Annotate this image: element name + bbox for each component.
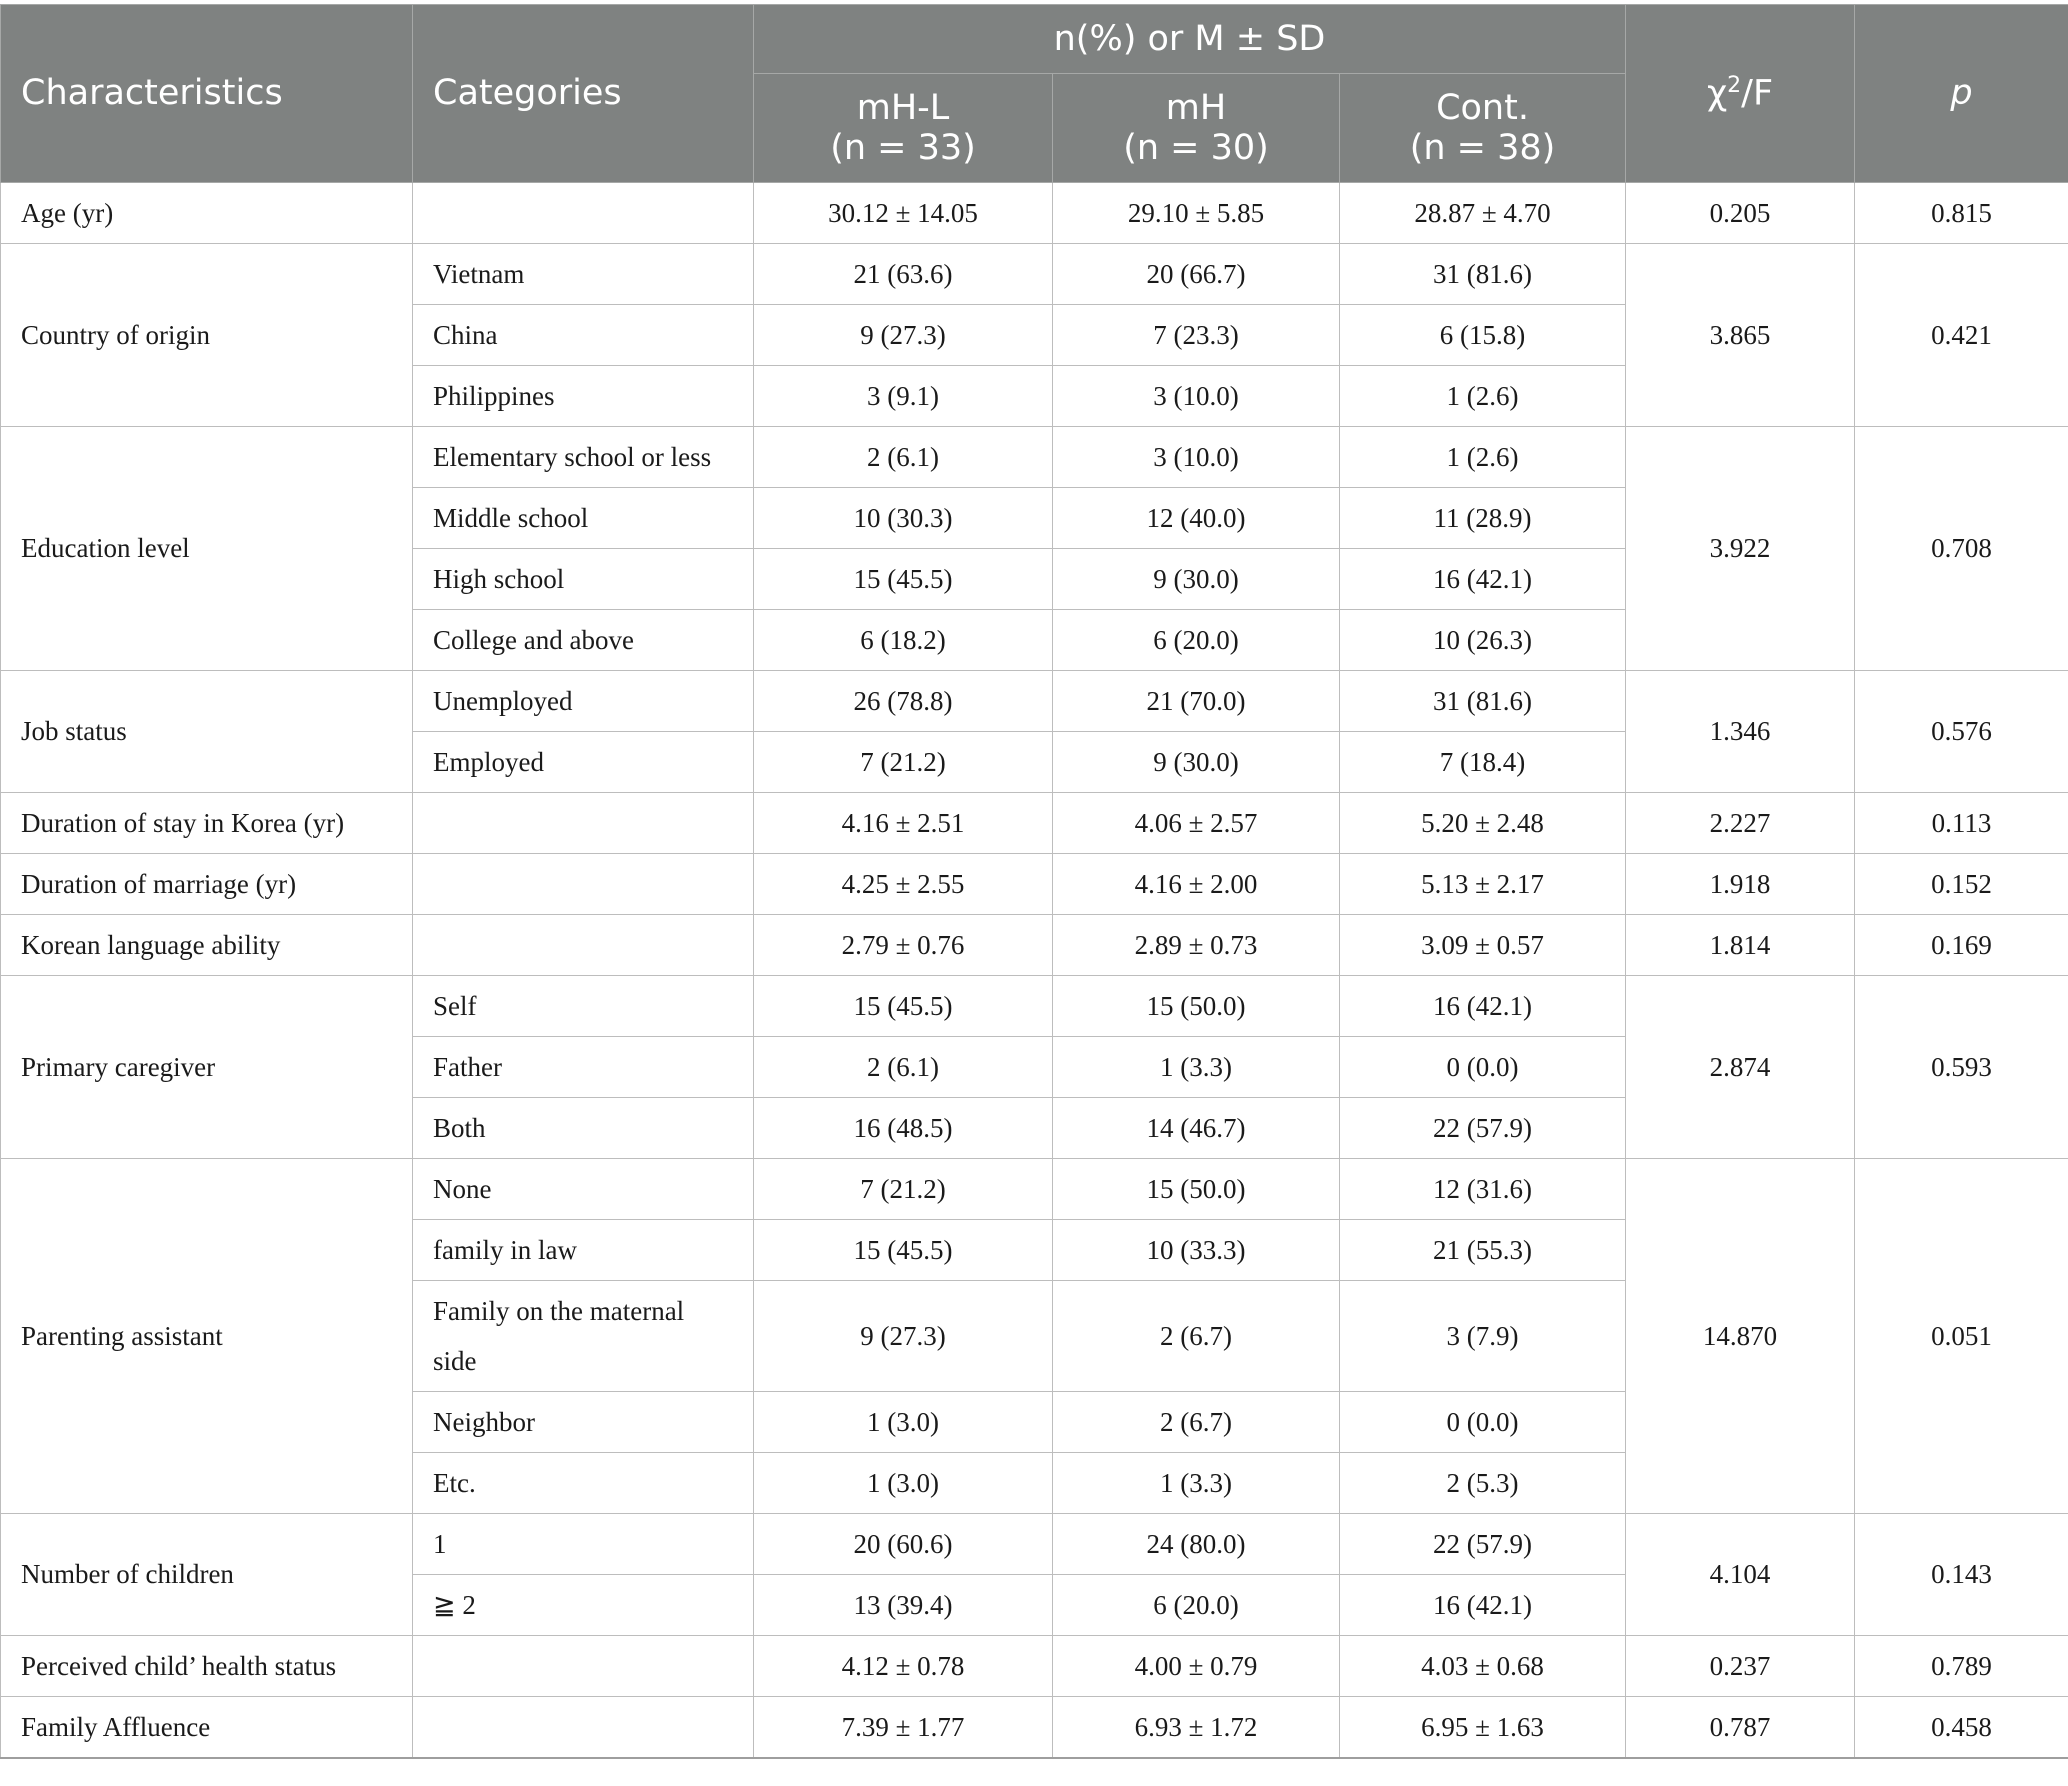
mh-value-cell: 15 (50.0) (1053, 976, 1340, 1037)
mhl-value-cell: 15 (45.5) (754, 976, 1053, 1037)
mh-value-cell: 3 (10.0) (1053, 427, 1340, 488)
cont-value-cell: 3 (7.9) (1340, 1281, 1626, 1392)
header-p: p (1855, 5, 2068, 183)
category-cell: ≧ 2 (413, 1575, 754, 1636)
cont-value-cell: 6 (15.8) (1340, 305, 1626, 366)
table-row (1, 183, 2068, 244)
category-cell: Neighbor (413, 1392, 754, 1453)
mhl-value-cell: 30.12 ± 14.05 (754, 183, 1053, 244)
header-group-cont: Cont. (n = 38) (1340, 74, 1626, 183)
characteristic-cell: Parenting assistant (1, 1159, 413, 1514)
category-cell (413, 854, 754, 915)
stat-value-cell: 0.237 (1626, 1636, 1855, 1697)
mhl-value-cell: 20 (60.6) (754, 1514, 1053, 1575)
mh-value-cell: 12 (40.0) (1053, 488, 1340, 549)
cont-value-cell: 1 (2.6) (1340, 366, 1626, 427)
cont-value-cell: 22 (57.9) (1340, 1098, 1626, 1159)
category-cell: College and above (413, 610, 754, 671)
mhl-value-cell: 2.79 ± 0.76 (754, 915, 1053, 976)
category-cell (413, 1697, 754, 1759)
cont-value-cell: 4.03 ± 0.68 (1340, 1636, 1626, 1697)
mh-value-cell: 9 (30.0) (1053, 732, 1340, 793)
table-row (1, 854, 2068, 915)
category-cell (413, 793, 754, 854)
category-cell: Etc. (413, 1453, 754, 1514)
mhl-value-cell: 13 (39.4) (754, 1575, 1053, 1636)
p-value-cell: 0.708 (1855, 427, 2068, 671)
mh-value-cell: 4.16 ± 2.00 (1053, 854, 1340, 915)
p-value-cell: 0.458 (1855, 1697, 2068, 1759)
mh-value-cell: 1 (3.3) (1053, 1037, 1340, 1098)
cont-value-cell: 0 (0.0) (1340, 1392, 1626, 1453)
category-cell: Self (413, 976, 754, 1037)
p-value-cell: 0.815 (1855, 183, 2068, 244)
cont-value-cell: 22 (57.9) (1340, 1514, 1626, 1575)
category-cell (413, 915, 754, 976)
mhl-value-cell: 15 (45.5) (754, 1220, 1053, 1281)
cont-value-cell: 0 (0.0) (1340, 1037, 1626, 1098)
mhl-value-cell: 15 (45.5) (754, 549, 1053, 610)
stat-value-cell: 1.346 (1626, 671, 1855, 793)
table-row (1, 976, 2068, 1037)
mhl-value-cell: 3 (9.1) (754, 366, 1053, 427)
category-cell: family in law (413, 1220, 754, 1281)
category-cell (413, 183, 754, 244)
cont-value-cell: 5.13 ± 2.17 (1340, 854, 1626, 915)
characteristic-cell: Family Affluence (1, 1697, 413, 1759)
header-group-mhl: mH-L (n = 33) (754, 74, 1053, 183)
mhl-value-cell: 6 (18.2) (754, 610, 1053, 671)
header-group-span: n(%) or M ± SD (754, 5, 1626, 74)
cont-value-cell: 31 (81.6) (1340, 671, 1626, 732)
mhl-value-cell: 2 (6.1) (754, 1037, 1053, 1098)
stat-value-cell: 4.104 (1626, 1514, 1855, 1636)
category-cell: China (413, 305, 754, 366)
mh-value-cell: 9 (30.0) (1053, 549, 1340, 610)
mhl-value-cell: 16 (48.5) (754, 1098, 1053, 1159)
mh-value-cell: 1 (3.3) (1053, 1453, 1340, 1514)
mh-value-cell: 7 (23.3) (1053, 305, 1340, 366)
p-value-cell: 0.789 (1855, 1636, 2068, 1697)
mh-value-cell: 6 (20.0) (1053, 1575, 1340, 1636)
header-characteristics: Characteristics (1, 5, 413, 183)
mhl-value-cell: 9 (27.3) (754, 305, 1053, 366)
mhl-value-cell: 2 (6.1) (754, 427, 1053, 488)
p-value-cell: 0.113 (1855, 793, 2068, 854)
mh-value-cell: 15 (50.0) (1053, 1159, 1340, 1220)
mh-value-cell: 21 (70.0) (1053, 671, 1340, 732)
mh-value-cell: 2 (6.7) (1053, 1392, 1340, 1453)
category-cell: Philippines (413, 366, 754, 427)
cont-value-cell: 16 (42.1) (1340, 976, 1626, 1037)
category-cell: None (413, 1159, 754, 1220)
category-cell: Middle school (413, 488, 754, 549)
cont-value-cell: 11 (28.9) (1340, 488, 1626, 549)
header-group-mh: mH (n = 30) (1053, 74, 1340, 183)
mhl-value-cell: 4.25 ± 2.55 (754, 854, 1053, 915)
characteristic-cell: Age (yr) (1, 183, 413, 244)
p-value-cell: 0.593 (1855, 976, 2068, 1159)
cont-value-cell: 16 (42.1) (1340, 1575, 1626, 1636)
characteristic-cell: Duration of stay in Korea (yr) (1, 793, 413, 854)
characteristic-cell: Education level (1, 427, 413, 671)
characteristic-cell: Korean language ability (1, 915, 413, 976)
mhl-value-cell: 9 (27.3) (754, 1281, 1053, 1392)
cont-value-cell: 6.95 ± 1.63 (1340, 1697, 1626, 1759)
table-body (1, 183, 2068, 1759)
mh-value-cell: 4.00 ± 0.79 (1053, 1636, 1340, 1697)
cont-value-cell: 3.09 ± 0.57 (1340, 915, 1626, 976)
mhl-value-cell: 4.16 ± 2.51 (754, 793, 1053, 854)
p-value-cell: 0.421 (1855, 244, 2068, 427)
stat-value-cell: 2.874 (1626, 976, 1855, 1159)
category-cell: High school (413, 549, 754, 610)
stat-value-cell: 14.870 (1626, 1159, 1855, 1514)
characteristic-cell: Job status (1, 671, 413, 793)
cont-value-cell: 21 (55.3) (1340, 1220, 1626, 1281)
p-value-cell: 0.143 (1855, 1514, 2068, 1636)
table-row (1, 1514, 2068, 1575)
mh-value-cell: 6.93 ± 1.72 (1053, 1697, 1340, 1759)
mhl-value-cell: 7 (21.2) (754, 732, 1053, 793)
cont-value-cell: 28.87 ± 4.70 (1340, 183, 1626, 244)
p-value-cell: 0.576 (1855, 671, 2068, 793)
mhl-value-cell: 10 (30.3) (754, 488, 1053, 549)
mh-value-cell: 2 (6.7) (1053, 1281, 1340, 1392)
mh-value-cell: 6 (20.0) (1053, 610, 1340, 671)
p-value-cell: 0.169 (1855, 915, 2068, 976)
mhl-value-cell: 7 (21.2) (754, 1159, 1053, 1220)
table-row (1, 244, 2068, 305)
cont-value-cell: 1 (2.6) (1340, 427, 1626, 488)
category-cell: Vietnam (413, 244, 754, 305)
mh-value-cell: 3 (10.0) (1053, 366, 1340, 427)
characteristic-cell: Duration of marriage (yr) (1, 854, 413, 915)
table-row (1, 671, 2068, 732)
table-row (1, 427, 2068, 488)
mhl-value-cell: 1 (3.0) (754, 1392, 1053, 1453)
table-row (1, 793, 2068, 854)
p-value-cell: 0.152 (1855, 854, 2068, 915)
cont-value-cell: 5.20 ± 2.48 (1340, 793, 1626, 854)
mh-value-cell: 4.06 ± 2.57 (1053, 793, 1340, 854)
table-row (1, 1159, 2068, 1220)
header-stat: $\chi^2/F$ (1626, 5, 1855, 183)
stat-value-cell: 3.922 (1626, 427, 1855, 671)
table-row (1, 1636, 2068, 1697)
category-cell: Both (413, 1098, 754, 1159)
mh-value-cell: 14 (46.7) (1053, 1098, 1340, 1159)
table-header (1, 5, 2068, 183)
characteristic-cell: Number of children (1, 1514, 413, 1636)
category-cell: Unemployed (413, 671, 754, 732)
characteristic-cell: Country of origin (1, 244, 413, 427)
table-row (1, 1697, 2068, 1759)
mhl-value-cell: 7.39 ± 1.77 (754, 1697, 1053, 1759)
mh-value-cell: 10 (33.3) (1053, 1220, 1340, 1281)
category-cell: Family on the maternal side (413, 1281, 754, 1392)
category-cell: 1 (413, 1514, 754, 1575)
stat-value-cell: 1.918 (1626, 854, 1855, 915)
characteristics-table (0, 4, 2068, 1759)
mh-value-cell: 2.89 ± 0.73 (1053, 915, 1340, 976)
cont-value-cell: 12 (31.6) (1340, 1159, 1626, 1220)
stat-value-cell: 0.787 (1626, 1697, 1855, 1759)
stat-value-cell: 0.205 (1626, 183, 1855, 244)
characteristic-cell: Perceived child’ health status (1, 1636, 413, 1697)
mhl-value-cell: 1 (3.0) (754, 1453, 1053, 1514)
cont-value-cell: 31 (81.6) (1340, 244, 1626, 305)
p-value-cell: 0.051 (1855, 1159, 2068, 1514)
characteristic-cell: Primary caregiver (1, 976, 413, 1159)
cont-value-cell: 2 (5.3) (1340, 1453, 1626, 1514)
mh-value-cell: 20 (66.7) (1053, 244, 1340, 305)
cont-value-cell: 7 (18.4) (1340, 732, 1626, 793)
category-cell: Father (413, 1037, 754, 1098)
mhl-value-cell: 4.12 ± 0.78 (754, 1636, 1053, 1697)
stat-value-cell: 2.227 (1626, 793, 1855, 854)
cont-value-cell: 16 (42.1) (1340, 549, 1626, 610)
header-categories: Categories (413, 5, 754, 183)
mh-value-cell: 24 (80.0) (1053, 1514, 1340, 1575)
stat-value-cell: 3.865 (1626, 244, 1855, 427)
mh-value-cell: 29.10 ± 5.85 (1053, 183, 1340, 244)
category-cell (413, 1636, 754, 1697)
category-cell: Elementary school or less (413, 427, 754, 488)
stat-value-cell: 1.814 (1626, 915, 1855, 976)
mhl-value-cell: 21 (63.6) (754, 244, 1053, 305)
cont-value-cell: 10 (26.3) (1340, 610, 1626, 671)
category-cell: Employed (413, 732, 754, 793)
table-row (1, 915, 2068, 976)
mhl-value-cell: 26 (78.8) (754, 671, 1053, 732)
